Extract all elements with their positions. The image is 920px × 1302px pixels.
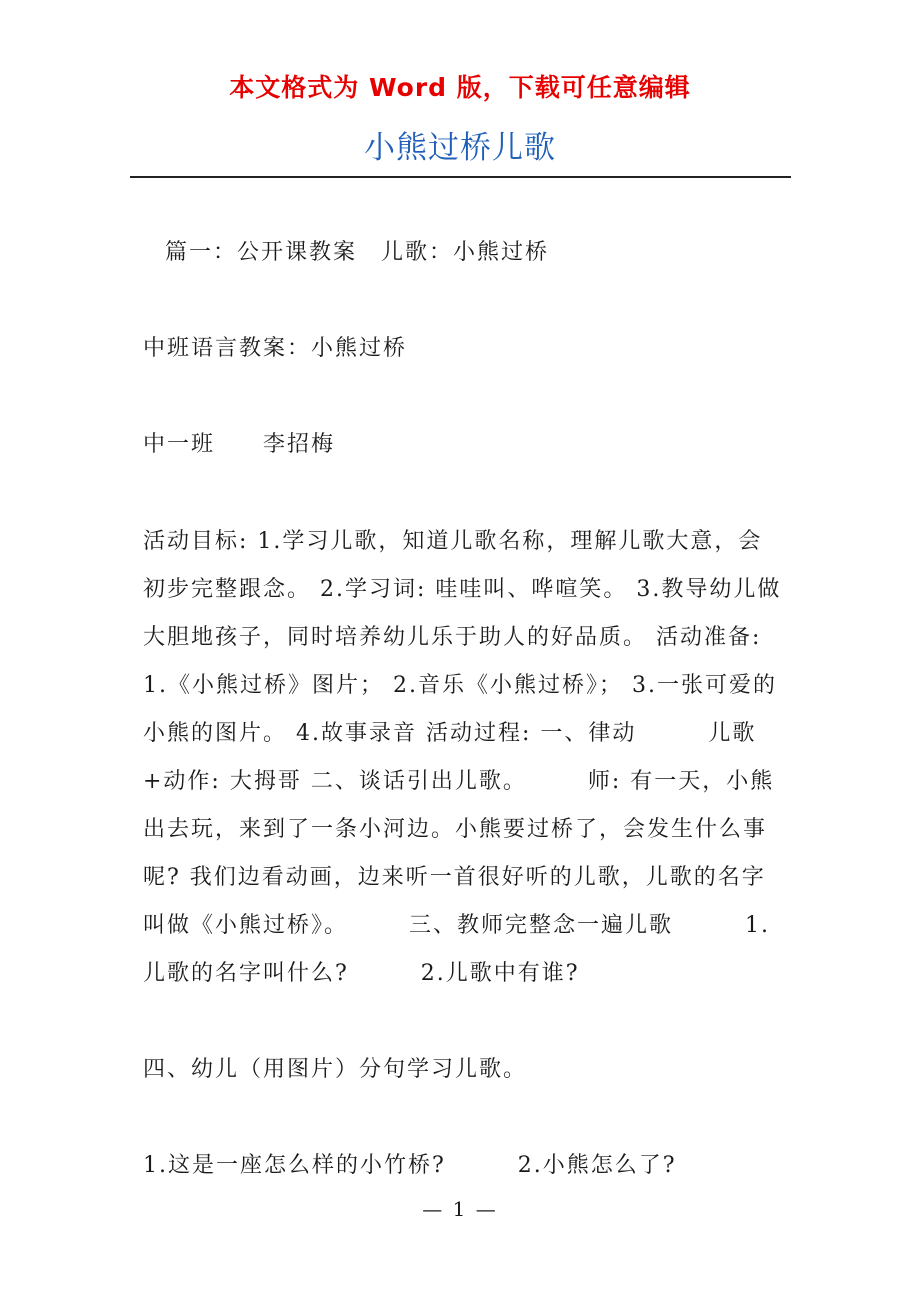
- lesson-plan-title: 中班语言教案：小熊过桥: [143, 336, 408, 361]
- activity-body-paragraph: 活动目标: 1.学习儿歌，知道儿歌名称，理解儿歌大意，会初步完整跟念。 2.学习词: 哇哇叫、哗喧笑。 3.教导幼儿做大胆地孩子，同时培养幼儿乐于助人的好品质。 活动准备: 1.《小熊过桥》图片； 2.音乐《小熊过桥》； 3.一张可爱的小熊的图片。 4.故事录音 活动过程: 一、律动 儿歌+动作: 大拇哥 二、谈话引出儿歌。 师: 有一天，小熊出去玩，来到了一条小河边。小熊要过桥了，会发生什么事呢? 我们边看动画，边来听一首很好听的儿歌，儿歌的名字叫做《小熊过桥》。 三、教师完整念一遍儿歌 1.儿歌的名字叫什么? 2.儿歌中有谁?: [143, 529, 782, 986]
- class-and-teacher: 中一班 李招梅: [143, 432, 336, 457]
- section-heading: 篇一：公开课教案 儿歌：小熊过桥: [165, 240, 550, 265]
- page-number: — 1 —: [422, 1197, 498, 1221]
- editable-word-banner: 本文格式为 Word 版，下载可任意编辑: [229, 73, 691, 102]
- document-title: 小熊过桥儿歌: [364, 130, 556, 166]
- step-four-paragraph: 四、幼儿（用图片）分句学习儿歌。: [143, 1057, 528, 1082]
- title-divider: [130, 176, 791, 178]
- questions-paragraph: 1.这是一座怎么样的小竹桥? 2.小熊怎么了?: [143, 1153, 677, 1178]
